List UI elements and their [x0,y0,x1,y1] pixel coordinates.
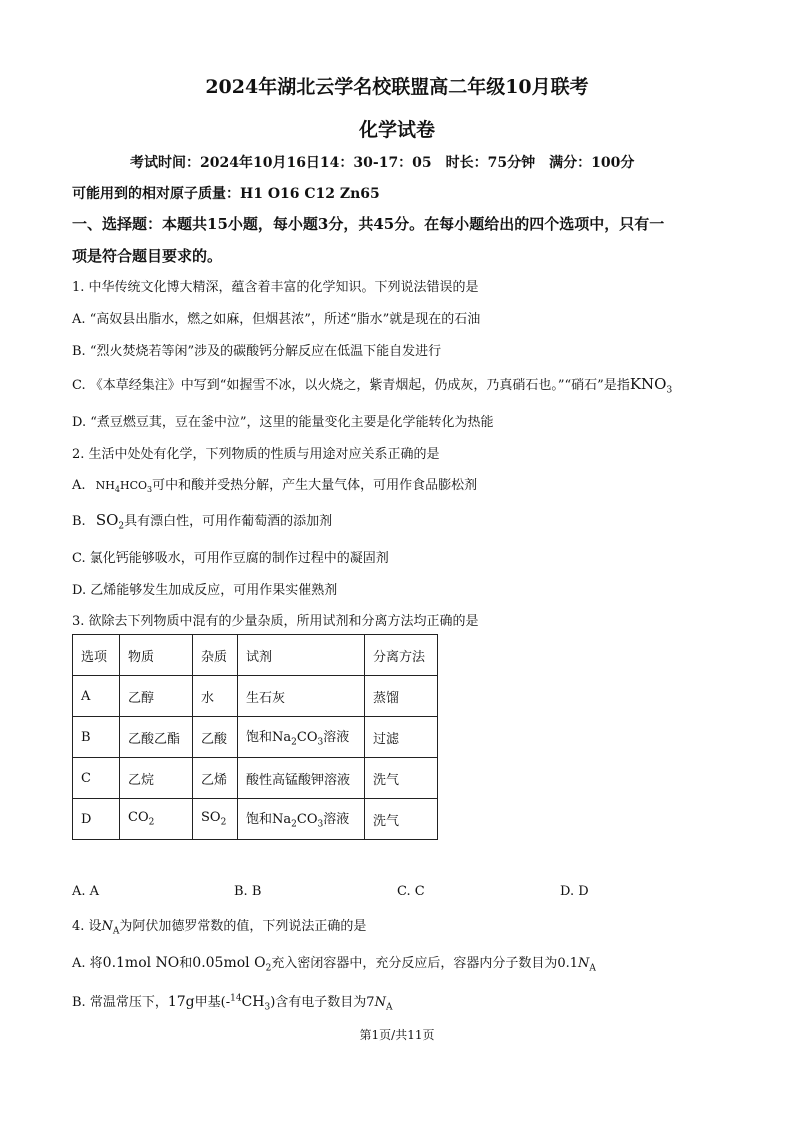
q4-a-sub2: 2 [265,963,272,974]
table-header-cell: 物质 [120,635,193,676]
table-cell: A [73,676,120,717]
table-cell: $CO_2$ [120,799,193,840]
table-cell: D [73,799,120,840]
table-row [73,758,438,799]
q3-choice-a: A. A [72,884,100,899]
subject-title: 化学试卷 [358,119,435,141]
q1-stem: 1. 中华传统文化博大精深，蕴含着丰富的化学知识。下列说法错误的是 [72,280,479,295]
q2-option-b-label: B. [72,514,86,529]
q4-a-na-sub: A [589,963,596,974]
q2-option-d: D. 乙烯能够发生加成反应，可用作果实催熟剂 [72,583,338,598]
q4-stem-post: 为阿伏加德罗常数的值，下列说法正确的是 [119,919,367,934]
q4-a-text3: 充入密闭容器中，充分反应后，容器内分子数目为 [271,956,558,971]
exam-info: 考试时间：2024年10月16日14：30-17：05 时长：75分钟 满分：100分 [130,155,635,171]
table-cell: 洗气 [365,799,438,840]
q4-a-na: N [578,956,590,971]
q4-b-sub: 3 [264,1002,271,1013]
table-header-cell: 杂质 [193,635,238,676]
table-cell: 乙醇 [120,676,193,717]
q2-option-c: C. 氯化钙能够吸水，可用作豆腐的制作过程中的凝固剂 [72,551,389,566]
q4-b-text3: )含有电子数目为 [270,995,367,1010]
q2-option-a [72,474,732,494]
table-cell: $SO_2$ [193,799,238,840]
q1-option-d: D. “煮豆燃豆萁，豆在釜中泣”，这里的能量变化主要是化学能转化为热能 [72,415,494,430]
q4-a-value3: 0.1 [557,956,579,971]
table-cell: 乙烯 [193,758,238,799]
q4-a-text1: A. 将 [72,956,103,971]
q3-choice-c: C. C [397,884,425,899]
q4-stem [72,915,732,937]
q1-option-b: B. “烈火焚烧若等闲”涉及的碳酸钙分解反应在低温下能自发进行 [72,344,442,359]
section-heading-line1: 一、选择题：本题共15小题，每小题3分，共45分。在每小题给出的四个选项中，只有一 [72,215,665,233]
table-row [73,717,438,758]
q4-na-sub: A [112,926,120,937]
table-cell: C [73,758,120,799]
table-cell: 过滤 [365,717,438,758]
q1-option-c-text: C. 《本草经集注》中写到“如握雪不冰，以火烧之，紫青烟起，仍成灰，乃真硝石也。”“硝石”是指 [72,378,630,393]
q2-stem: 2. 生活中处处有化学，下列物质的性质与用途对应关系正确的是 [72,447,440,462]
q2-option-b [72,510,732,532]
table-cell: 饱和$Na_2CO_3$溶液 [238,717,365,758]
q4-b-text1: B. 常温常压下， [72,995,168,1010]
q3-choice-b: B. B [234,884,262,899]
table-row [73,799,438,840]
q4-b-na-sub: A [385,1002,393,1013]
table-header-row [73,635,438,676]
table-cell: 洗气 [365,758,438,799]
q2-option-a-formula: $NH_4HCO_3$ [95,479,153,495]
table-row [73,676,438,717]
q4-b-value1: 17g [167,994,195,1010]
table-header-cell: 试剂 [238,635,365,676]
q4-a-value2: 0.05mol O [192,955,266,971]
table-cell: B [73,717,120,758]
table-cell: 乙烷 [120,758,193,799]
q4-a-value1: 0.1mol NO [102,955,180,971]
q4-a-text2: 和 [179,956,193,971]
q1-option-a: A. “高奴县出脂水，燃之如麻，但烟甚浓”，所述“脂水”就是现在的石油 [72,312,481,327]
q3-choice-d: D. D [560,884,589,899]
q4-b-text2: 甲基( [194,995,226,1010]
table-cell: 蒸馏 [365,676,438,717]
table-cell: 乙酸 [193,717,238,758]
q2-option-a-text: 可中和酸并受热分解，产生大量气体，可用作食品膨松剂 [152,478,478,493]
q4-b-isotope: 14 [230,993,242,1004]
q2-option-a-label: A. [72,478,86,493]
table-cell: 乙酸乙酯 [120,717,193,758]
q2-option-b-sub: 2 [118,521,125,532]
section-heading-line2: 项是符合题目要求的。 [72,247,223,265]
q4-option-a [72,952,732,974]
atomic-mass-note: 可能用到的相对原子质量：H1 O16 C12 Zn65 [72,186,380,202]
q2-option-b-text: 具有漂白性，可用作葡萄酒的添加剂 [124,514,333,529]
q1-option-c [72,374,732,396]
q4-option-b: B. 常温常压下，17g甲基$(-^{14}CH_3)$含有电子数目为$7N_A$ [72,993,393,1013]
q4-na-symbol: N [101,919,113,934]
table-cell: 生石灰 [238,676,365,717]
q3-stem: 3. 欲除去下列物质中混有的少量杂质，所用试剂和分离方法均正确的是 [72,614,479,629]
table-cell: 酸性高锰酸钾溶液 [238,758,365,799]
q4-b-formula: CH [241,994,265,1010]
q1-option-c-sub: 3 [666,385,673,396]
q2-option-b-formula: SO [95,511,119,529]
impurity-table [72,634,438,840]
q4-b-value2: 7 [366,995,375,1010]
table-header-cell: 分离方法 [365,635,438,676]
q4-stem-pre: 4. 设 [72,919,102,934]
q1-option-c-formula: KNO [629,375,667,393]
page-number: 第1页/共11页 [359,1028,435,1042]
table-header-cell: 选项 [73,635,120,676]
table-cell: 饱和$Na_2CO_3$溶液 [238,799,365,840]
exam-title: 2024年湖北云学名校联盟高二年级10月联考 [205,76,589,98]
table-cell: 水 [193,676,238,717]
q4-b-na: N [374,995,386,1010]
